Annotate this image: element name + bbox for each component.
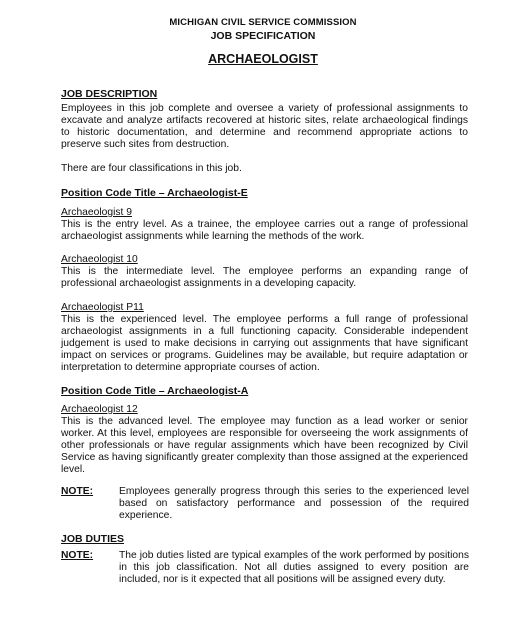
classification-count-text: There are four classifications in this job. [61, 163, 242, 174]
level-description: This is the advanced level. The employee may function as a lead worker or senior worker. At this level, employees are responsible for overseeing the work assignments of other professionals or have regular assignments which have been recognized by Civil Service as having significantly greater complexity than those assigned at the experienced level. [61, 416, 468, 475]
level-archaeologist-10 [61, 254, 468, 290]
level-archaeologist-p11 [61, 302, 468, 374]
level-description: This is the experienced level. The employee performs a full range of professional archaeologist assignments in a full functioning capacity. Considerable independent judgement is used to make decisions in carrying out assignments that have significant impact on services or programs. Guidelines may be available, but require adaptation or interpretation to determine appropriate courses of action. [61, 314, 468, 373]
job-description-text: Employees in this job complete and oversee a variety of professional assignments to excavate and analyze artifacts recovered at historic sites, relate archaeological findings to historic documentation, and determine and recommend appropriate actions to preserve such sites from destruction. [61, 103, 468, 150]
job-duties-heading: JOB DUTIES [61, 533, 125, 545]
position-code-a-heading: Position Code Title – Archaeologist-A [61, 385, 249, 397]
level-archaeologist-9 [61, 207, 468, 243]
organization-name: MICHIGAN CIVIL SERVICE COMMISSION [169, 17, 357, 28]
level-description: This is the intermediate level. The employee performs an expanding range of professional archaeologist assignments in a developing capacity. [61, 266, 468, 289]
note-label: NOTE: [61, 486, 94, 497]
level-name: Archaeologist 9 [61, 207, 132, 218]
note-label: NOTE: [61, 550, 94, 561]
level-archaeologist-12 [61, 404, 468, 476]
note-text: The job duties listed are typical examples of the work performed by positions in this job classification. Not all duties assigned to every position are included, nor is it expected that all positions will be assigned every duty. [119, 550, 469, 585]
position-code-e-heading: Position Code Title – Archaeologist-E [61, 187, 248, 199]
position-code-a-heading-block [61, 385, 468, 397]
job-description-section [61, 88, 468, 175]
note-text: Employees generally progress through this series to the experienced level based on satisfactory performance and possession of the required experience. [119, 486, 469, 521]
job-title: ARCHAEOLOGIST [208, 52, 318, 66]
level-description: This is the entry level. As a trainee, the employee carries out a range of professional archaeologist assignments while learning the methods of the work. [61, 219, 468, 242]
level-name: Archaeologist 12 [61, 404, 138, 415]
level-name: Archaeologist P11 [61, 302, 144, 313]
job-duties-section [61, 533, 468, 545]
document-type: JOB SPECIFICATION [210, 30, 316, 42]
job-description-heading: JOB DESCRIPTION [61, 88, 158, 100]
position-code-e-heading-block [61, 187, 468, 199]
level-name: Archaeologist 10 [61, 254, 138, 265]
